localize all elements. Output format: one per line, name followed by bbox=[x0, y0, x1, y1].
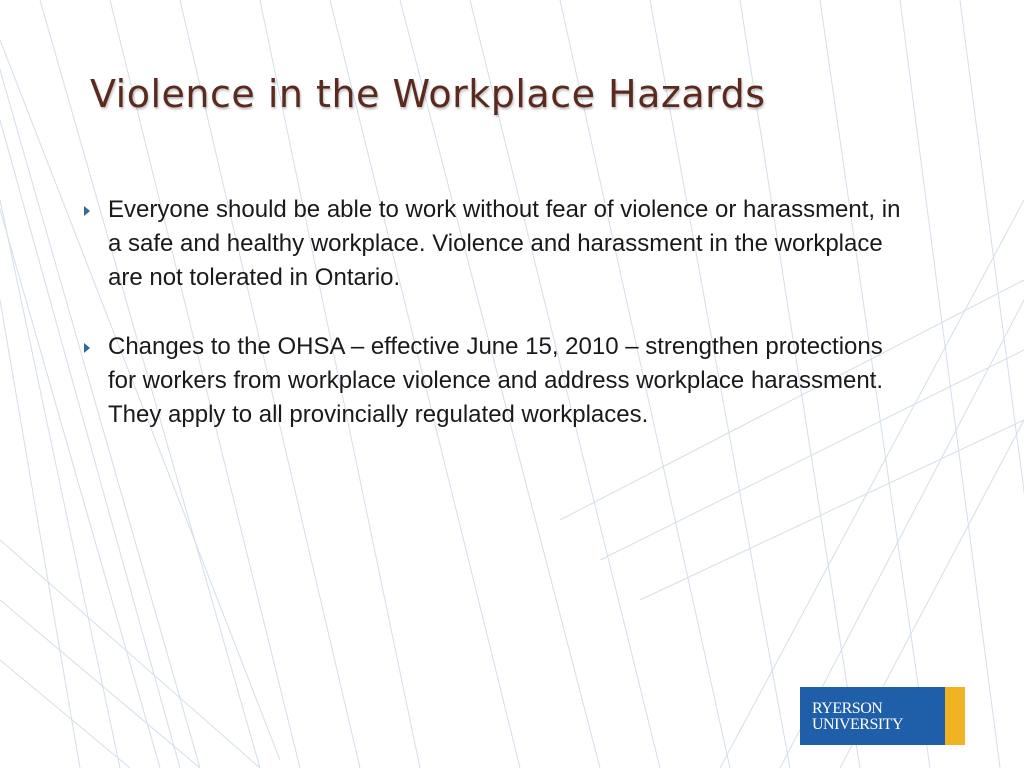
slide-title: Violence in the Workplace Hazards bbox=[90, 72, 766, 116]
bullet-text: Changes to the OHSA – effective June 15, 2010 – strengthen protections for workers from workplace violence and address workplace harassment. They apply to all provincially regulated workplaces. bbox=[108, 333, 883, 428]
bullet-list bbox=[80, 193, 910, 467]
logo-line-2: UNIVERSITY bbox=[812, 716, 903, 733]
bullet-item bbox=[80, 330, 910, 432]
bullet-text: Everyone should be able to work without fear of violence or harassment, in a safe and healthy workplace. Violence and harassment in the workplace are not tolerated in Ontario. bbox=[108, 196, 901, 291]
logo-wordmark bbox=[812, 701, 903, 733]
triangle-bullet-icon bbox=[84, 343, 90, 353]
triangle-bullet-icon bbox=[84, 206, 90, 216]
logo-line-1: RYERSON bbox=[812, 700, 883, 717]
ryerson-university-logo bbox=[800, 687, 965, 745]
bullet-item bbox=[80, 193, 910, 295]
logo-gold-stripe bbox=[945, 687, 965, 745]
